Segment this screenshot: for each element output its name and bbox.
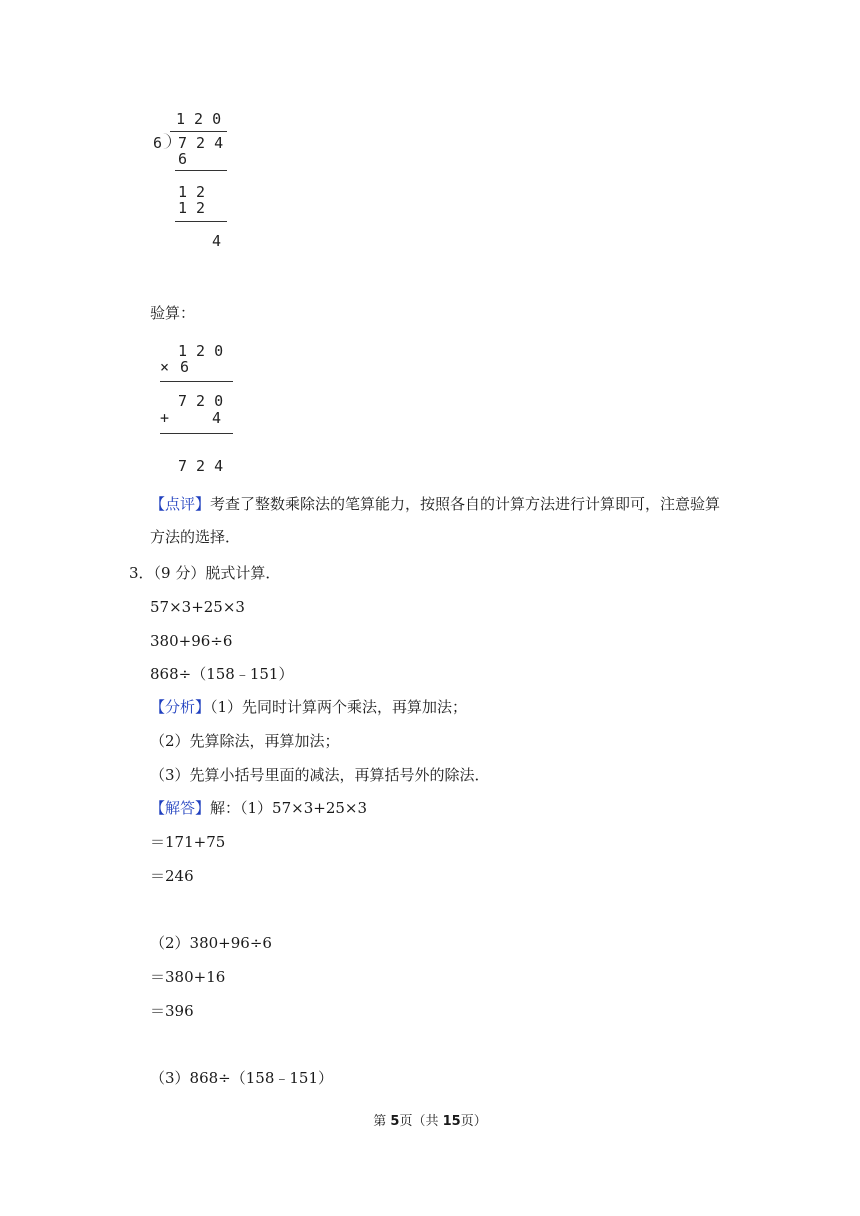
division-rule-2 [175, 221, 227, 222]
answer-tag: 【解答】 [150, 799, 211, 817]
division-dividend: 7 2 4 [178, 134, 224, 152]
footer-page-number: 5 [390, 1114, 400, 1129]
division-step2a: 1 2 [178, 183, 206, 201]
analysis-line-2: （2）先算除法，再算加法； [150, 732, 340, 750]
check-label: 验算： [150, 304, 196, 322]
verify-mul-sign: × [160, 358, 170, 376]
footer-total-pages: 15 [442, 1114, 461, 1129]
division-rule-1 [175, 170, 227, 171]
comment-tag: 【点评】 [150, 495, 211, 513]
verify-mul-bottom: 6 [180, 358, 190, 376]
answer-line-6: ＝396 [150, 1002, 194, 1020]
footer-suffix: 页） [460, 1114, 487, 1129]
verify-add-bottom: 4 [212, 409, 222, 427]
division-bracket-top [170, 131, 227, 132]
answer-line-3: ＝246 [150, 867, 194, 885]
comment-text-line2: 方法的选择． [150, 528, 241, 546]
verify-add-sign: + [160, 409, 170, 427]
analysis-text-1: （1）先同时计算两个乘法，再算加法； [210, 698, 468, 716]
division-divisor: 6 [153, 134, 163, 152]
verify-rule-2 [160, 433, 233, 434]
question-3-expr-1: 57×3+25×3 [150, 598, 245, 616]
division-remainder: 4 [212, 232, 222, 250]
question-3-expr-2: 380+96÷6 [150, 632, 233, 650]
division-bracket-curve [160, 133, 171, 149]
division-quotient: 1 2 0 [176, 110, 222, 128]
analysis-line-3: （3）先算小括号里面的减法，再算括号外的除法． [150, 766, 490, 784]
question-3-title: 3．（9 分）脱式计算． [129, 564, 281, 582]
verify-mul-top: 1 2 0 [178, 342, 224, 360]
verify-product: 7 2 0 [178, 392, 224, 410]
verify-total: 7 2 4 [178, 457, 224, 475]
analysis-line-1 [150, 697, 467, 717]
page-footer [0, 1110, 860, 1129]
comment-paragraph [150, 494, 720, 514]
question-3-expr-3: 868÷（158﹣151） [150, 665, 294, 683]
answer-line-1 [150, 798, 367, 818]
verify-rule-1 [160, 381, 233, 382]
answer-line-2: ＝171+75 [150, 833, 226, 851]
division-step2b: 1 2 [178, 199, 206, 217]
answer-line-7: （3）868÷（158﹣151） [150, 1069, 334, 1087]
footer-middle: 页（共 [399, 1114, 443, 1129]
division-step1: 6 [178, 150, 188, 168]
answer-text-1: 解：（1）57×3+25×3 [210, 799, 368, 817]
footer-prefix: 第 [373, 1114, 391, 1129]
comment-text: 考查了整数乘除法的笔算能力，按照各自的计算方法进行计算即可，注意验算 [210, 495, 721, 513]
answer-line-5: ＝380+16 [150, 968, 226, 986]
answer-line-4: （2）380+96÷6 [150, 934, 272, 952]
analysis-tag: 【分析】 [150, 698, 211, 716]
